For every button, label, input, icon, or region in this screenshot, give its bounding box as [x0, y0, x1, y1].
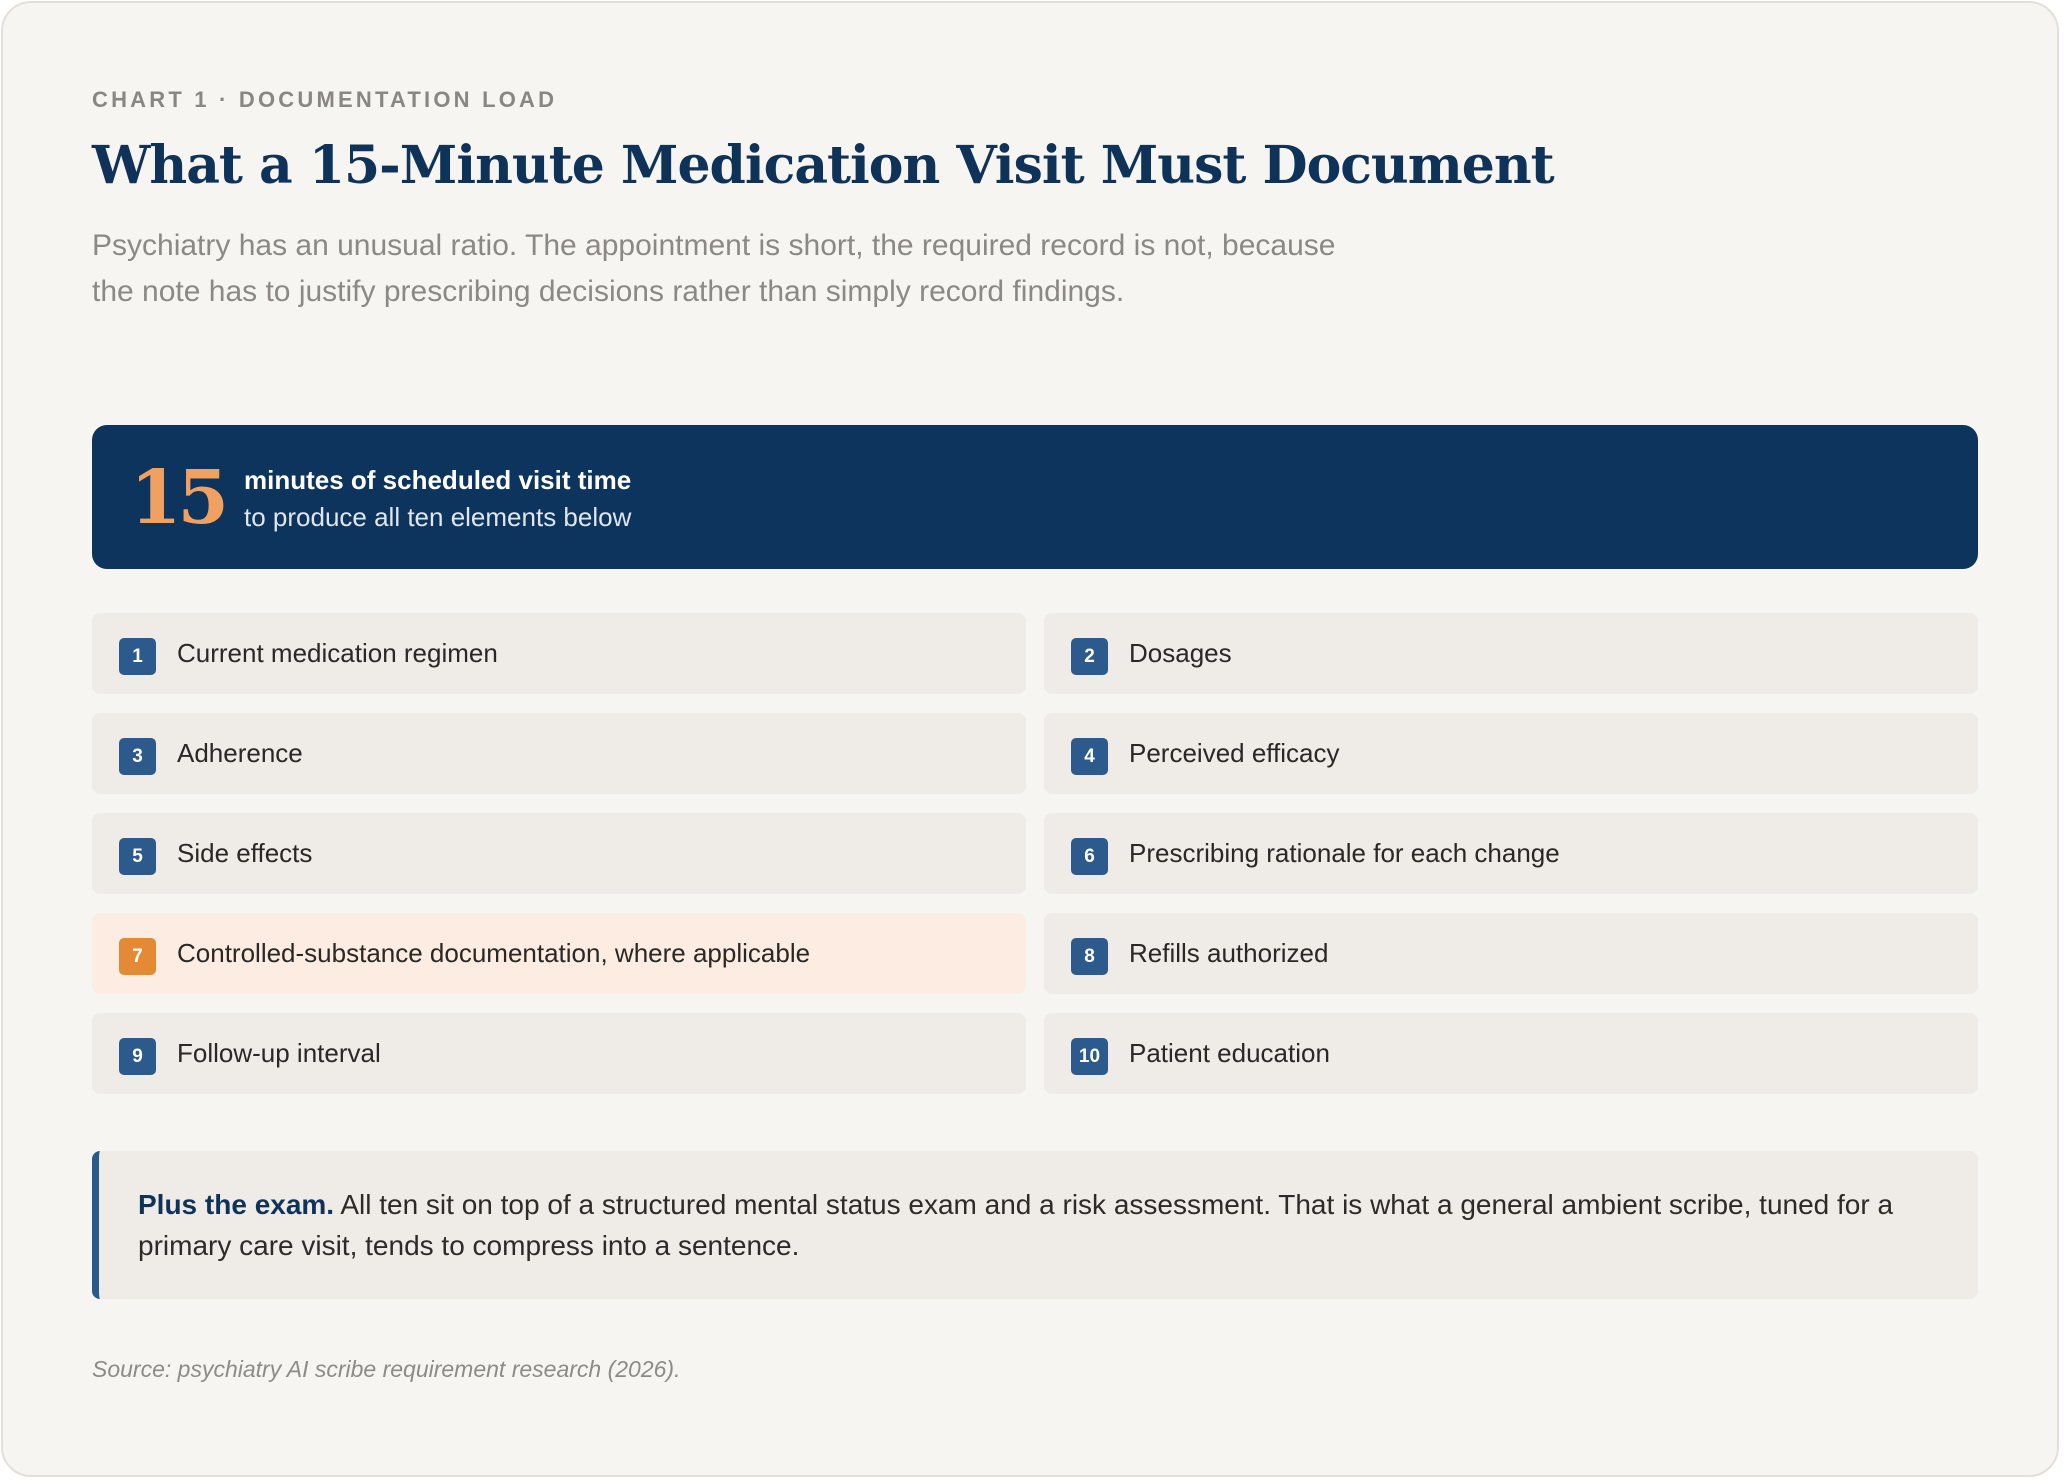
element-item-3 — [92, 713, 1026, 794]
banner-headline: minutes of scheduled visit time — [244, 465, 632, 495]
element-number-badge: 8 — [1071, 938, 1108, 975]
element-item-6 — [1044, 813, 1978, 894]
element-number-badge: 4 — [1071, 738, 1108, 775]
visit-time-banner — [92, 425, 1978, 569]
element-number-badge: 2 — [1071, 638, 1108, 675]
page-subtitle: Psychiatry has an unusual ratio. The appointment is short, the required record is not, because the note has to justify prescribing decisions rather than simply record findings. — [92, 229, 1336, 308]
element-label: Refills authorized — [1129, 938, 1329, 968]
element-item-2 — [1044, 613, 1978, 694]
callout-body: All ten sit on top of a structured mental status exam and a risk assessment. That is what a general ambient scribe, tuned for a primary care visit, tends to compress into a sentence. — [138, 1189, 1894, 1261]
callout-lead: Plus the exam. — [138, 1189, 335, 1220]
documentation-elements-grid — [92, 613, 1978, 1094]
element-number-badge: 10 — [1071, 1038, 1108, 1075]
element-item-7-highlighted — [92, 913, 1026, 994]
page-title: What a 15-Minute Medication Visit Must Document — [92, 135, 1554, 196]
element-label: Dosages — [1129, 638, 1232, 668]
element-item-10 — [1044, 1013, 1978, 1094]
element-label: Follow-up interval — [177, 1038, 381, 1068]
element-label: Prescribing rationale for each change — [1129, 838, 1560, 868]
element-label: Perceived efficacy — [1129, 738, 1340, 768]
element-number-badge: 6 — [1071, 838, 1108, 875]
eyebrow-label: CHART 1 · DOCUMENTATION LOAD — [92, 87, 558, 112]
exam-callout — [92, 1151, 1978, 1299]
chart-card — [1, 1, 2059, 1477]
element-item-5 — [92, 813, 1026, 894]
element-item-1 — [92, 613, 1026, 694]
element-label: Current medication regimen — [177, 638, 498, 668]
element-number-badge: 3 — [119, 738, 156, 775]
element-label: Side effects — [177, 838, 313, 868]
element-item-9 — [92, 1013, 1026, 1094]
callout-text — [138, 1184, 1938, 1266]
visit-minutes-number: 15 — [130, 455, 225, 541]
element-item-4 — [1044, 713, 1978, 794]
element-number-badge: 5 — [119, 838, 156, 875]
element-number-badge: 9 — [119, 1038, 156, 1075]
element-number-badge: 7 — [119, 938, 156, 975]
banner-subline: to produce all ten elements below — [244, 502, 632, 532]
element-item-8 — [1044, 913, 1978, 994]
element-label: Adherence — [177, 738, 303, 768]
element-number-badge: 1 — [119, 638, 156, 675]
source-note: Source: psychiatry AI scribe requirement research (2026). — [92, 1356, 681, 1382]
element-label: Patient education — [1129, 1038, 1330, 1068]
element-label: Controlled-substance documentation, where applicable — [177, 938, 811, 968]
